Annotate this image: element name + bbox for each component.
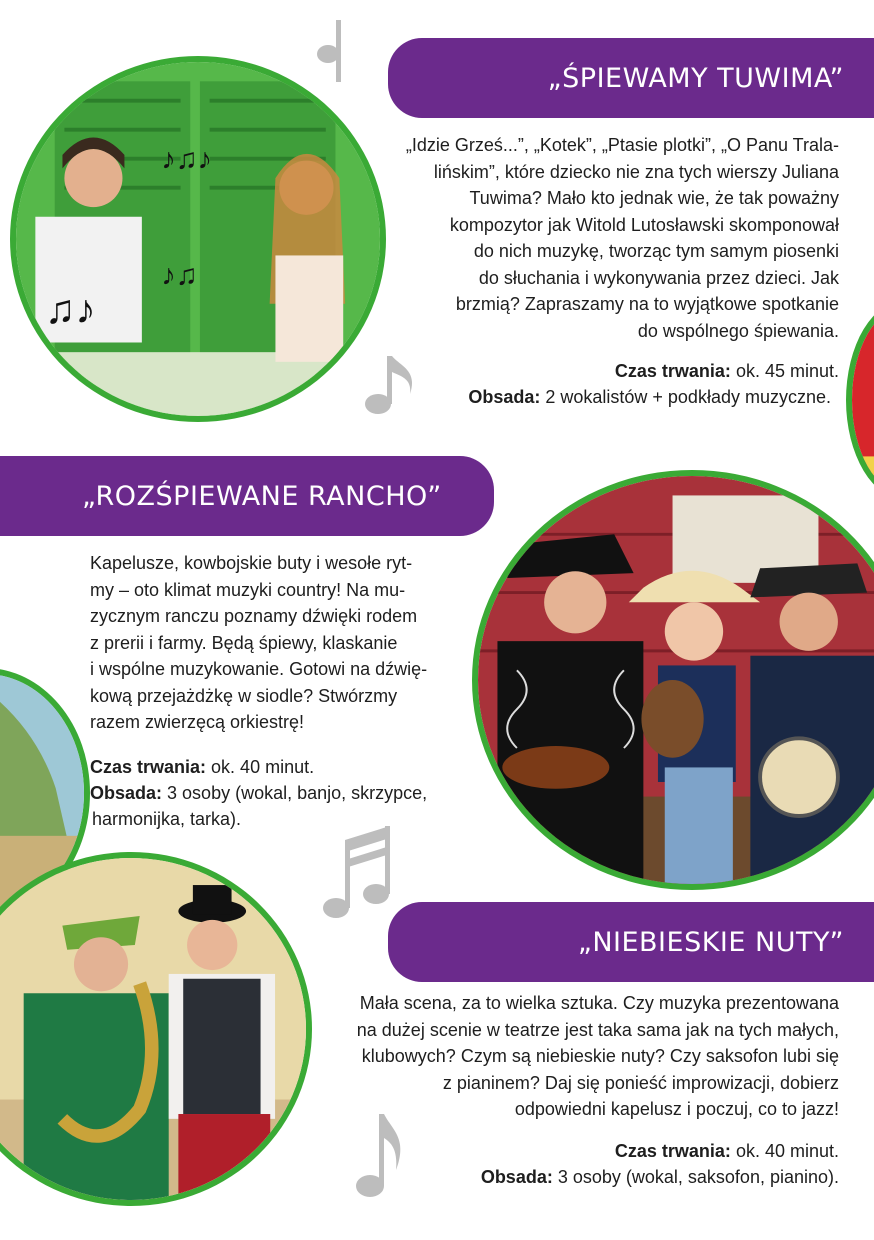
music-note-icon: [312, 18, 352, 86]
section-description: Mała scena, za to wielka sztuka. Czy muzyka prezentowana na dużej scenie w teatrze jest taka sama jak na tych małych, klubowych? Czym są niebieskie nuty? Czy saksofon lubi się z pianinem? Daj się ponieść improwizacji, dobierz odpowiedni kapelusz i poczuj, co to jazz!: [356, 993, 839, 1119]
section-description: Kapelusze, kowbojskie buty i wesołe ryt- my – oto klimat muzyki country! Na mu- zycznym ranczu poznamy dźwięki rodem z prerii i farmy. Będą śpiewy, klaskanie i wspólne muzykowanie. Gotowi na dźwię- kową przejażdżkę w siodle? Stwórzmy razem zwierzęcą orkiestrę!: [90, 553, 428, 732]
photo-niebieskie-nuty: [0, 852, 312, 1206]
section-title-banner: [0, 456, 494, 536]
section-title: „ŚPIEWAMY TUWIMA”: [547, 62, 844, 94]
section-title: „NIEBIESKIE NUTY”: [577, 926, 844, 958]
section-meta: Czas trwania: ok. 40 minut. Obsada: 3 osoby (wokal, saksofon, pianino).: [480, 1141, 839, 1187]
section-title-banner: [388, 38, 874, 118]
section-title-banner: [388, 902, 874, 982]
svg-text:♪♫♪: ♪♫♪: [161, 143, 213, 176]
section-meta: Czas trwania: ok. 45 minut. Obsada: 2 wokalistów + podkłady muzyczne.: [468, 361, 839, 407]
photo-edge-right: [846, 300, 874, 500]
photo-spiewamy-tuwima: [10, 56, 386, 422]
svg-text:♪♫: ♪♫: [161, 259, 198, 292]
section-description: „Idzie Grześ...”, „Kotek”, „Ptasie plotki”, „O Panu Trala- lińskim”, które dziecko nie zna tych wierszy Juliana Tuwima? Mało kto jednak wie, że tak poważny kompozytor jak Witold Lutosławski skomponował do nich muzykę, tworząc tym samym piosenki do słuchania i wykonywania przez dzieci. Jak brzmią? Zapraszamy na to wyjątkowe spotkanie do wspólnego śpiewania.: [405, 135, 839, 341]
section-meta: Czas trwania: ok. 40 minut. Obsada: 3 osoby (wokal, banjo, skrzypce, harmonijka, tarka).: [90, 757, 428, 829]
music-note-icon: [360, 350, 420, 420]
double-note-icon: [318, 822, 396, 926]
section-title: „ROZŚPIEWANE RANCHO”: [82, 480, 442, 512]
svg-text:♫♪: ♫♪: [45, 286, 96, 333]
photo-rozspiewane-rancho: [472, 470, 874, 890]
